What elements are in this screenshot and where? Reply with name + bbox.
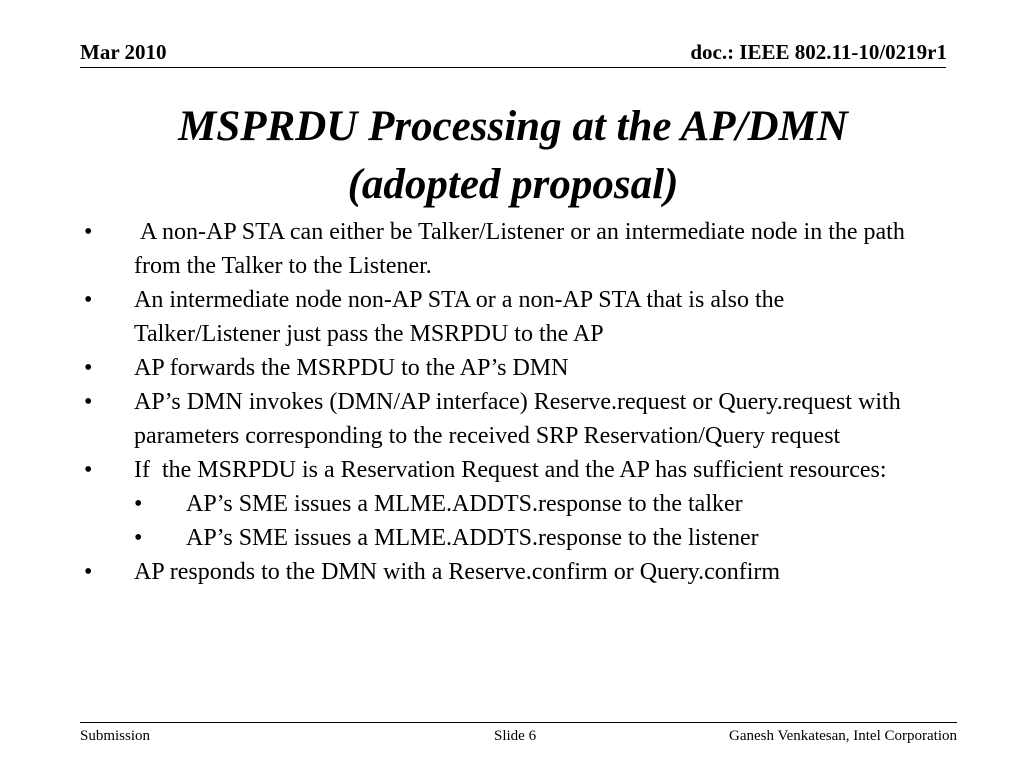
bullet-mark: • xyxy=(84,355,93,381)
bullet-item xyxy=(0,283,920,351)
bullet-item xyxy=(0,385,920,453)
bullet-item xyxy=(0,215,920,283)
slide-title xyxy=(80,98,946,214)
bullet-mark: • xyxy=(84,219,93,245)
bullet-mark: • xyxy=(84,287,93,313)
bullet-text: AP responds to the DMN with a Reserve.confirm or Query.confirm xyxy=(134,559,781,585)
slide-title-line-2: (adopted proposal) xyxy=(347,161,679,208)
bullet-item xyxy=(0,453,920,487)
bullet-mark: • xyxy=(134,525,143,551)
footer-submission: Submission xyxy=(80,728,151,744)
bullet-text: If the MSRPDU is a Reservation Request and the AP has sufficient resources: xyxy=(134,457,887,483)
bullet-mark: • xyxy=(84,389,93,415)
footer-rule xyxy=(80,722,957,723)
bullet-text: AP’s SME issues a MLME.ADDTS.response to the talker xyxy=(186,491,743,517)
footer-slide-number: Slide 6 xyxy=(494,728,537,744)
bullet-text: AP’s SME issues a MLME.ADDTS.response to the listener xyxy=(186,525,759,551)
bullet-mark: • xyxy=(84,457,93,483)
bullet-mark: • xyxy=(84,559,93,585)
bullet-item xyxy=(0,555,920,589)
bullet-mark: • xyxy=(134,491,143,517)
header-rule xyxy=(80,67,946,68)
slide-title-line-1: MSPRDU Processing at the AP/DMN xyxy=(178,103,848,150)
bullet-item xyxy=(0,351,920,385)
header-doc-id: doc.: IEEE 802.11-10/0219r1 xyxy=(690,40,947,64)
bullet-text: AP forwards the MSRPDU to the AP’s DMN xyxy=(134,355,569,381)
sub-bullet-item xyxy=(0,487,926,521)
header-date: Mar 2010 xyxy=(80,40,167,64)
bullet-text: An intermediate node non-AP STA or a non-AP STA that is also the Talker/Listener just pass the MSRPDU to the AP xyxy=(134,287,785,347)
bullet-text: A non-AP STA can either be Talker/Listener or an intermediate node in the path from the Talker to the Listener. xyxy=(134,219,911,279)
bullet-list xyxy=(0,215,1024,589)
bullet-text: AP’s DMN invokes (DMN/AP interface) Reserve.request or Query.request with parameters corresponding to the received SRP Reservation/Query request xyxy=(134,389,901,449)
sub-bullet-item xyxy=(0,521,926,555)
footer-author: Ganesh Venkatesan, Intel Corporation xyxy=(729,728,957,744)
